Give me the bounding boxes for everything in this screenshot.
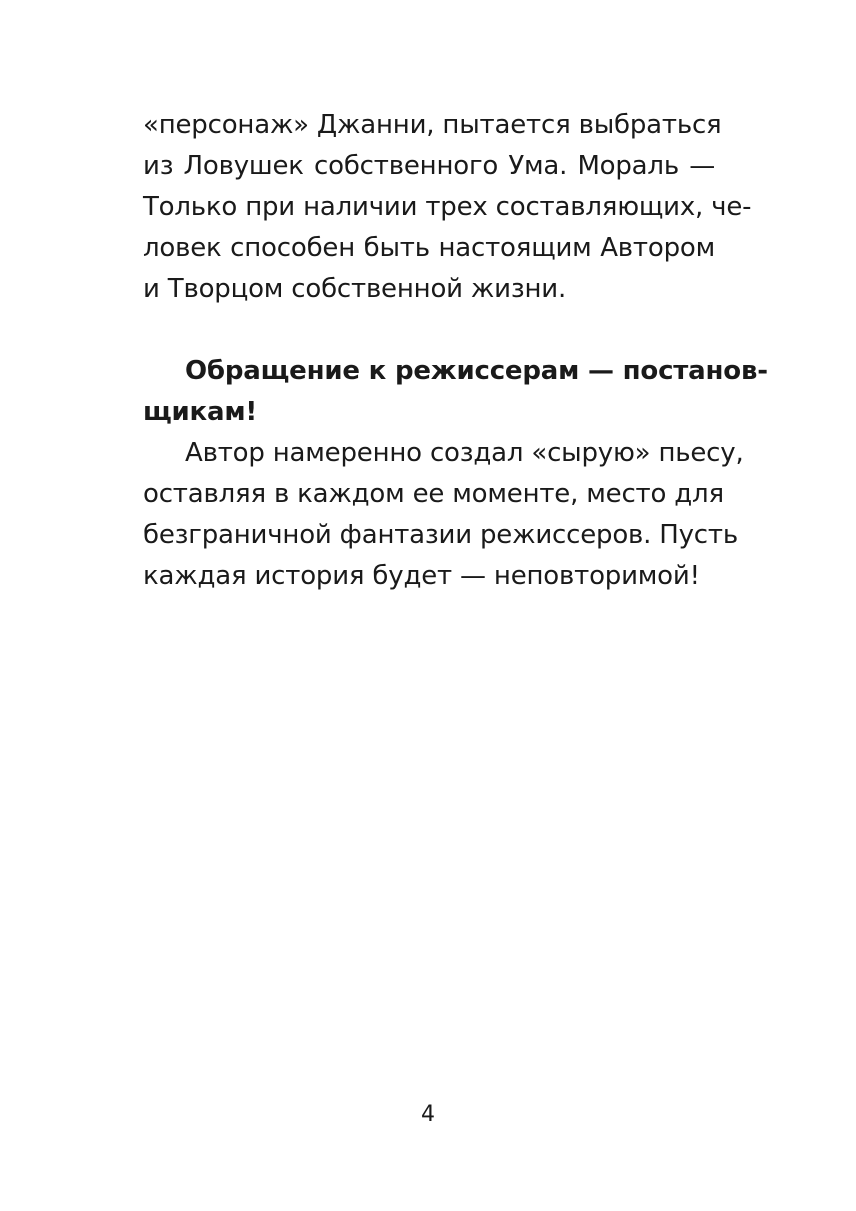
paragraph-line: из Ловушек собственного Ума. Мораль —: [143, 151, 715, 181]
paragraph-line: «персонаж» Джанни, пытается выбраться: [143, 110, 722, 140]
paragraph-line: оставляя в каждом ее моменте, место для: [143, 479, 724, 509]
paragraph-line: Автор намеренно создал «сырую» пьесу,: [185, 438, 744, 468]
section-heading-line: Обращение к режиссерам — постанов-: [185, 356, 768, 386]
paragraph-line: каждая история будет — неповторимой!: [143, 561, 700, 591]
section-directors: [143, 351, 768, 597]
paragraph-line: ловек способен быть настоящим Автором: [143, 233, 715, 263]
paragraph-line: Только при наличии трех составляющих, че-: [143, 192, 752, 222]
section-heading-line: щикам!: [143, 397, 258, 427]
paragraph-line: и Творцом собственной жизни.: [143, 274, 567, 304]
paragraph-conclusion: [143, 105, 752, 310]
paragraph-line: безграничной фантазии режиссеров. Пусть: [143, 520, 738, 550]
page-number: 4: [421, 1102, 435, 1127]
